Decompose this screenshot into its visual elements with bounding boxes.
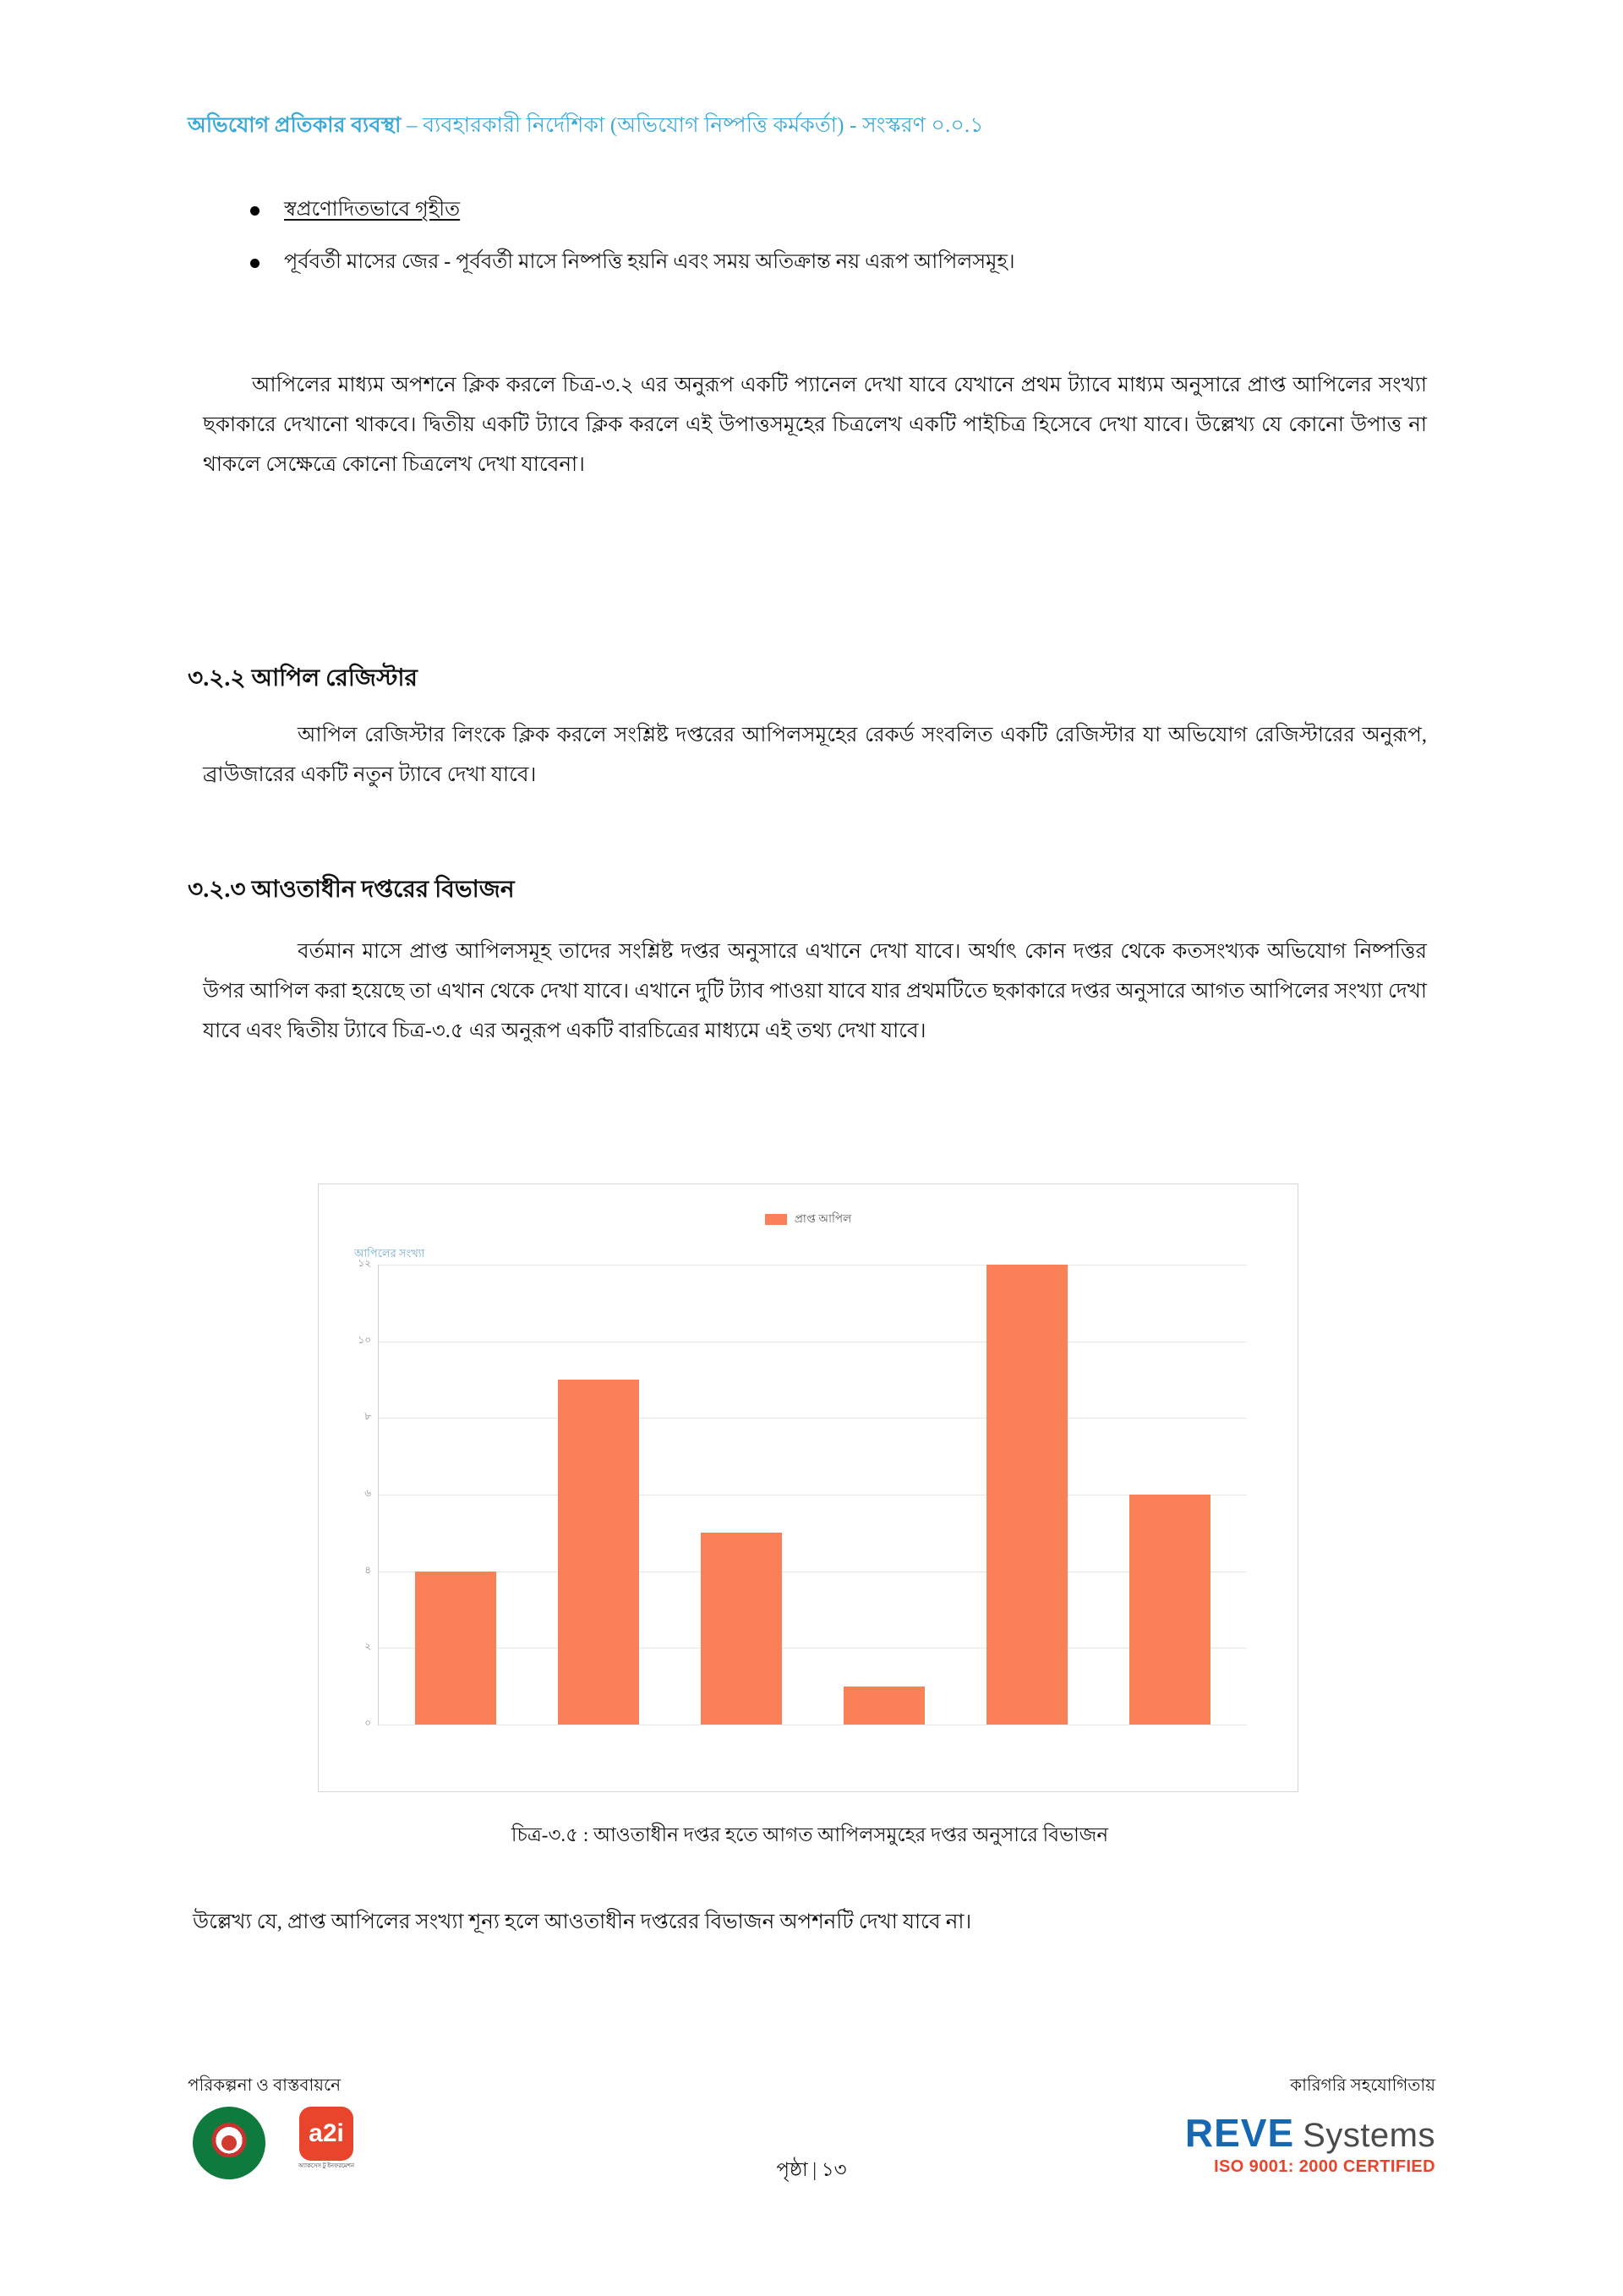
bar[interactable] xyxy=(1129,1495,1210,1725)
reve-word: REVE xyxy=(1184,2111,1295,2155)
y-tick-label: ১০ xyxy=(358,1333,371,1346)
legend-swatch-icon xyxy=(765,1214,787,1225)
heading-office-breakdown: ৩.২.৩ আওতাধীন দপ্তরের বিভাজন xyxy=(188,877,515,903)
document-header xyxy=(188,108,1439,145)
bar[interactable] xyxy=(986,1265,1068,1725)
a2i-badge-label: a2i xyxy=(299,2107,353,2161)
a2i-sub-label: অ্যাকসেস টু ইনফরমেশন xyxy=(298,2162,355,2169)
chart-legend xyxy=(319,1210,1298,1229)
y-tick-label: ০ xyxy=(364,1717,371,1729)
bar[interactable] xyxy=(558,1380,639,1725)
paragraph-office-breakdown: বর্তমান মাসে প্রাপ্ত আপিলসমূহ তাদের সংশ্লিষ্ট দপ্তর অনুসারে এখানে দেখা যাবে। অর্থাৎ কোন দপ্তর থেকে কতসংখ্যক অভিযোগ নিষ্পত্তির উপর আপিল করা হয়েছে তা এখান থেকে দেখা যাবে। এখানে দুটি ট্যাব পাওয়া যাবে যার প্রথমটিতে ছকাকারে দপ্তর অনুসারে আগত আপিলের সংখ্যা দেখা যাবে এবং দ্বিতীয় ট্যাবে চিত্র-৩.৫ এর অনুরূপ একটি বারচিত্রের মাধ্যমে এই তথ্য দেখা যাবে। xyxy=(203,940,1427,1042)
list-item xyxy=(237,193,1420,227)
bar[interactable] xyxy=(844,1686,925,1725)
bar[interactable] xyxy=(701,1533,782,1725)
bullet-list xyxy=(237,193,1420,298)
heading-appeal-register: ৩.২.২ আপিল রেজিস্টার xyxy=(188,665,418,692)
footer-right-label: কারিগরি সহযোগিতায় xyxy=(1290,2076,1435,2095)
bullet-text-2: পূর্ববর্তী মাসের জের - পূর্ববর্তী মাসে নিষ্পত্তি হয়নি এবং সময় অতিক্রান্ত নয় এরূপ আপিলসমূহ। xyxy=(284,251,1015,273)
y-tick-label: ৪ xyxy=(364,1563,371,1576)
reve-systems-logo xyxy=(1185,2110,1435,2177)
y-tick-label: ১২ xyxy=(358,1257,371,1269)
header-title-bold: অভিযোগ প্রতিকার ব্যবস্থা xyxy=(188,114,402,137)
header-title-rest: – ব্যবহারকারী নির্দেশিকা (অভিযোগ নিষ্পত্তি কর্মকর্তা) - সংস্করণ ০.০.১ xyxy=(401,114,984,137)
footer-left-label: পরিকল্পনা ও বাস্তবায়নে xyxy=(188,2076,342,2095)
legend-label: প্রাপ্ত আপিল xyxy=(794,1212,852,1225)
systems-word: Systems xyxy=(1303,2117,1435,2154)
paragraph-appeal-register: আপিল রেজিস্টার লিংকে ক্লিক করলে সংশ্লিষ্ট দপ্তরের আপিলসমূহের রেকর্ড সংবলিত একটি রেজিস্টার যা অভিযোগ রেজিস্টারের অনুরূপ, ব্রাউজারের একটি নতুন ট্যাবে দেখা যাবে। xyxy=(203,724,1427,786)
figure-bar-chart xyxy=(318,1184,1298,1792)
bullet-text-1: স্বপ্রণোদিতভাবে গৃহীত xyxy=(284,199,461,221)
bar[interactable] xyxy=(415,1572,496,1725)
paragraph-appeal-medium: আপিলের মাধ্যম অপশনে ক্লিক করলে চিত্র-৩.২ এর অনুরূপ একটি প্যানেল দেখা যাবে যেখানে প্রথম ট্যাবে মাধ্যম অনুসারে প্রাপ্ত আপিলের সংখ্যা ছকাকারে দেখানো থাকবে। দ্বিতীয় একটি ট্যাবে ক্লিক করলে এই উপাত্তসমূহের চিত্রলেখ একটি পাইচিত্র হিসেবে দেখা যাবে। উল্লেখ্য যে কোনো উপাত্ত না থাকলে সেক্ষেত্রে কোনো চিত্রলেখ দেখা যাবেনা। xyxy=(203,374,1427,476)
chart-plot-area xyxy=(358,1257,1247,1729)
paragraph-note: উল্লেখ্য যে, প্রাপ্ত আপিলের সংখ্যা শূন্য হলে আওতাধীন দপ্তরের বিভাজন অপশনটি দেখা যাবে না। xyxy=(193,1911,972,1933)
y-tick-label: ৮ xyxy=(364,1410,371,1423)
iso-certification-label: ISO 9001: 2000 CERTIFIED xyxy=(1214,2157,1435,2176)
figure-caption: চিত্র-৩.৫ : আওতাধীন দপ্তর হতে আগত আপিলসমুহের দপ্তর অনুসারে বিভাজন xyxy=(511,1824,1109,1845)
y-tick-label: ৬ xyxy=(364,1487,371,1499)
list-item xyxy=(237,245,1420,279)
chart-bars xyxy=(379,1265,1247,1725)
y-tick-label: ২ xyxy=(364,1640,371,1653)
chart-y-axis-title: আপিলের সংখ্যা xyxy=(354,1247,425,1260)
page-number: পৃষ্ঠা | ১৩ xyxy=(776,2159,847,2180)
